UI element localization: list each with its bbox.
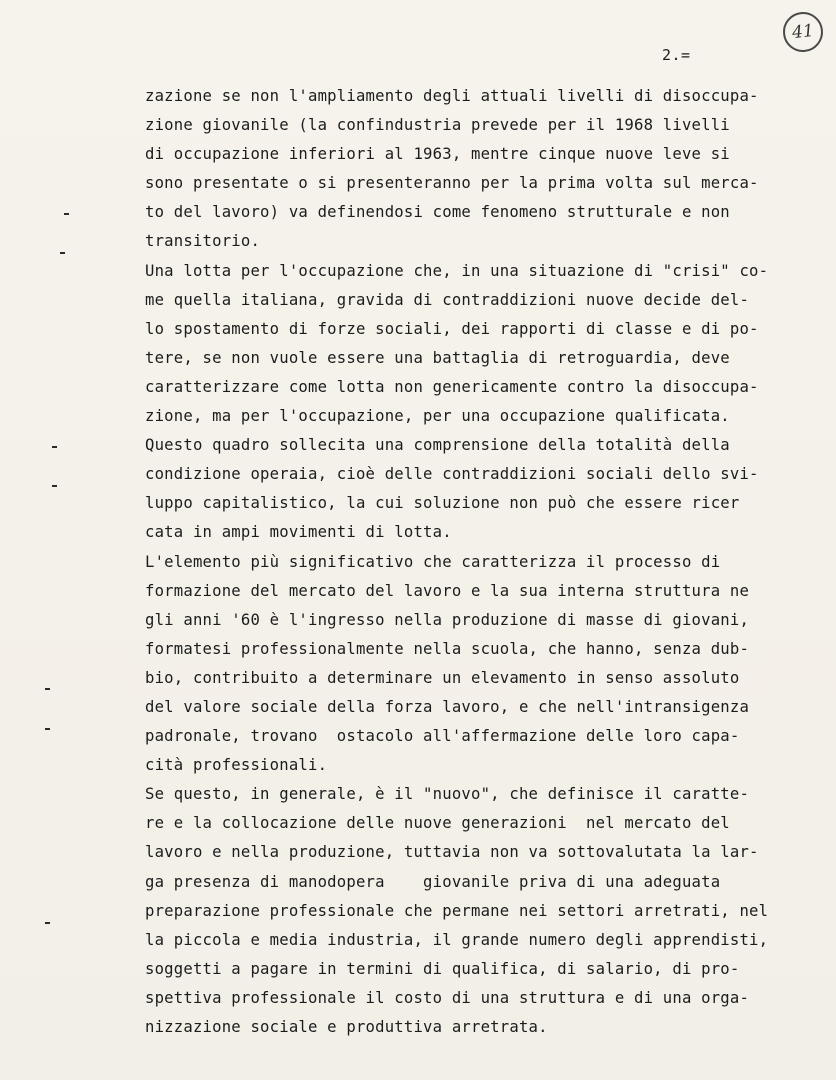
text-line: padronale, trovano ostacolo all'affermazione delle loro capa- (145, 727, 740, 746)
text-line: Se questo, in generale, è il "nuovo", che definisce il caratte- (145, 785, 750, 804)
text-line: luppo capitalistico, la cui soluzione non può che essere ricer (145, 494, 740, 513)
margin-mark (45, 922, 50, 924)
text-line: L'elemento più significativo che caratterizza il processo di (145, 552, 721, 571)
text-line: zione giovanile (la confindustria prevede per il 1968 livelli (145, 116, 730, 135)
text-line: soggetti a pagare in termini di qualifica, di salario, di pro- (145, 959, 740, 978)
margin-mark (52, 485, 57, 487)
text-line: Una lotta per l'occupazione che, in una situazione di "crisi" co- (145, 261, 769, 280)
text-line: formatesi professionalmente nella scuola, che hanno, senza dub- (145, 639, 750, 658)
margin-mark (64, 213, 69, 215)
text-line: sono presentate o si presenteranno per la prima volta sul merca- (145, 174, 759, 193)
text-line: to del lavoro) va definendosi come fenomeno strutturale e non (145, 203, 730, 222)
text-line: nizzazione sociale e produttiva arretrata. (145, 1018, 548, 1036)
text-line: preparazione professionale che permane nei settori arretrati, nel (145, 901, 769, 920)
text-line: zazione se non l'ampliamento degli attuali livelli di disoccupa- (145, 87, 759, 105)
text-line: bio, contribuito a determinare un elevamento in senso assoluto (145, 668, 740, 687)
text-line: spettiva professionale il costo di una struttura e di una orga- (145, 988, 750, 1007)
text-line: di occupazione inferiori al 1963, mentre cinque nuove leve si (145, 145, 730, 164)
typewritten-text (145, 82, 775, 1042)
text-line: Questo quadro sollecita una comprensione della totalità della (145, 436, 730, 455)
text-line: del valore sociale della forza lavoro, e che nell'intransigenza (145, 697, 750, 716)
text-line: cità professionali. (145, 756, 328, 775)
text-line: condizione operaia, cioè delle contraddizioni sociali dello svi- (145, 465, 759, 484)
archive-number-stamp (781, 10, 825, 54)
text-line: ga presenza di manodopera giovanile priva di una adeguata (145, 872, 721, 891)
text-line: me quella italiana, gravida di contraddizioni nuove decide del- (145, 290, 750, 309)
text-line: cata in ampi movimenti di lotta. (145, 523, 452, 542)
margin-mark (52, 446, 57, 448)
margin-mark (60, 252, 65, 254)
text-line: re e la collocazione delle nuove generazioni nel mercato del (145, 814, 730, 833)
archive-number: 41 (791, 20, 815, 44)
margin-mark (45, 688, 50, 690)
text-line: caratterizzare come lotta non genericamente contro la disoccupa- (145, 377, 759, 396)
text-line: zione, ma per l'occupazione, per una occupazione qualificata. (145, 407, 730, 426)
text-line: lavoro e nella produzione, tuttavia non va sottovalutata la lar- (145, 843, 759, 862)
text-line: transitorio. (145, 232, 261, 251)
text-line: tere, se non vuole essere una battaglia di retroguardia, deve (145, 348, 730, 367)
text-line: lo spostamento di forze sociali, dei rapporti di classe e di po- (145, 319, 759, 338)
text-line: formazione del mercato del lavoro e la sua interna struttura ne (145, 581, 750, 600)
text-line: gli anni '60 è l'ingresso nella produzione di masse di giovani, (145, 610, 750, 629)
text-line: la piccola e media industria, il grande numero degli apprendisti, (145, 930, 769, 949)
margin-mark (45, 728, 50, 730)
page-number: 2.= (662, 46, 691, 64)
